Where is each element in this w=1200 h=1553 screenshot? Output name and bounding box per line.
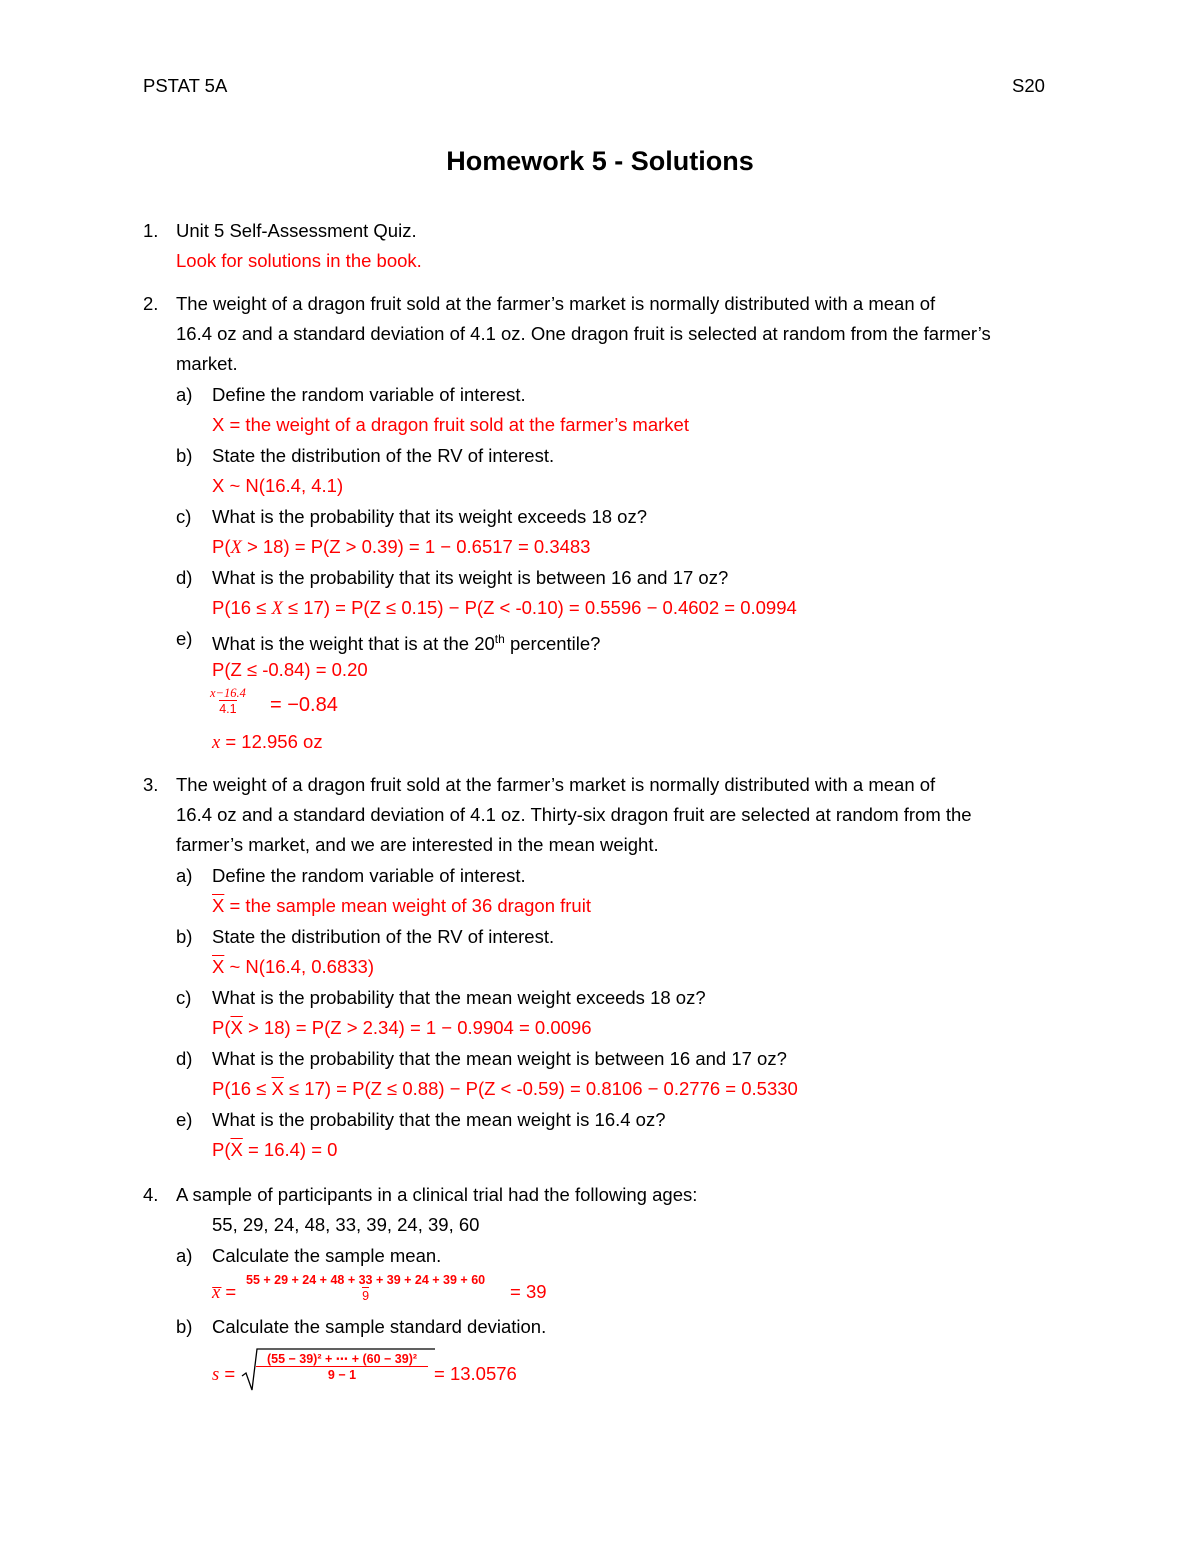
q3d-answer-post: ≤ 17) = P(Z ≤ 0.88) − P(Z < -0.59) = 0.8106 − 0.2776 = 0.5330 [283,1078,798,1099]
q4-ages: 55, 29, 24, 48, 33, 39, 24, 39, 60 [212,1214,480,1235]
header-term: S20 [1012,75,1045,96]
q2e-answer-3 [212,730,323,755]
q1-text: Unit 5 Self-Assessment Quiz. [176,220,417,241]
q4a-fraction-denominator: 9 [362,1289,370,1303]
q2e-question-sup: th [494,632,505,646]
q4b-fraction-numerator: (55 − 39)² + ⋯ + (60 − 39)² [266,1352,418,1366]
q4-text: A sample of participants in a clinical trial had the following ages: [176,1184,698,1205]
q4b-lhs [212,1362,235,1387]
q2c-answer [212,535,590,560]
q2e-answer-1: P(Z ≤ -0.84) = 0.20 [212,659,368,680]
q3d-label: d) [176,1048,193,1069]
q1-number: 1. [143,220,159,241]
q3e-question: What is the probability that the mean weight is 16.4 oz? [212,1109,666,1130]
q3e-label: e) [176,1109,193,1130]
q2a-answer: X = the weight of a dragon fruit sold at the farmer’s market [212,414,689,435]
q4b-lhs-equals: = [219,1363,236,1384]
q4a-lhs-equals: = [220,1281,237,1302]
q3a-label: a) [176,865,193,886]
q2e-fraction-rhs: = −0.84 [270,694,338,716]
q3a-question: Define the random variable of interest. [212,865,526,886]
q3a-answer [212,894,591,918]
q1-answer: Look for solutions in the book. [176,250,422,271]
q2c-answer-variable: X [230,538,242,558]
q3a-answer-xbar: $\overline{X}$ [212,895,225,916]
q3d-answer-xbar: $\overline{X}$ [271,1078,284,1099]
q3c-label: c) [176,987,192,1008]
q2d-answer-post: ≤ 17) = P(Z ≤ 0.15) − P(Z < -0.10) = 0.5596 − 0.4602 = 0.0994 [282,597,797,618]
q4a-label: a) [176,1245,193,1266]
q3c-question: What is the probability that the mean weight exceeds 18 oz? [212,987,706,1008]
q3b-answer [212,955,374,979]
q2d-answer-pre: P(16 ≤ [212,597,272,618]
q2d-answer-variable: X [271,599,283,619]
q2c-answer-post: > 18) = P(Z > 0.39) = 1 − 0.6517 = 0.3483 [241,536,591,557]
q2e-answer-3-variable: x [212,733,221,753]
q2c-label: c) [176,506,192,527]
q2e-fraction-denominator: 4.1 [219,702,237,716]
q2b-label: b) [176,445,193,466]
q3-line-3: farmer’s market, and we are interested in the mean weight. [176,834,659,855]
q4b-question: Calculate the sample standard deviation. [212,1316,547,1337]
q3b-question: State the distribution of the RV of interest. [212,926,555,947]
q2e-fraction [210,686,246,716]
q4a-lhs [212,1280,236,1305]
q3e-answer-xbar: $\overline{X}$ [230,1139,243,1160]
q4b-label: b) [176,1316,193,1337]
q4b-lhs-variable: s [212,1365,220,1385]
page-title: Homework 5 - Solutions [446,146,754,176]
q3c-answer [212,1016,592,1040]
q2c-question: What is the probability that its weight exceeds 18 oz? [212,506,647,527]
q3-line-2: 16.4 oz and a standard deviation of 4.1 oz. Thirty-six dragon fruit are selected at random from the [176,804,972,825]
q2c-answer-pre: P( [212,536,231,557]
q3e-answer [212,1138,337,1162]
q3d-question: What is the probability that the mean weight is between 16 and 17 oz? [212,1048,787,1069]
q2e-answer-3-rest: = 12.956 oz [220,731,323,752]
q4b-fraction-denominator: 9 − 1 [256,1366,428,1382]
q2d-label: d) [176,567,193,588]
q3d-answer-pre: P(16 ≤ [212,1078,272,1099]
q2-number: 2. [143,293,159,314]
q4a-fraction [246,1273,485,1303]
q2e-question-post: percentile? [504,633,601,655]
q3d-answer [212,1077,798,1101]
q3-line-1: The weight of a dragon fruit sold at the farmer’s market is normally distributed with a mean of [176,774,936,795]
q3c-answer-pre: P( [212,1017,231,1038]
q2-line-3: market. [176,353,238,374]
q3c-answer-post: > 18) = P(Z > 2.34) = 1 − 0.9904 = 0.0096 [242,1017,592,1038]
q4a-fraction-numerator: 55 + 29 + 24 + 48 + 33 + 39 + 24 + 39 + 60 [246,1273,486,1287]
q3b-answer-xbar: $\overline{X}$ [212,956,225,977]
q2b-question: State the distribution of the RV of interest. [212,445,555,466]
q2a-label: a) [176,384,193,405]
q3e-answer-pre: P( [212,1139,231,1160]
q4a-lhs-variable: x̅ [212,1283,221,1303]
q2e-question [212,627,600,656]
q3b-label: b) [176,926,193,947]
q4b-fraction [256,1352,428,1382]
q4a-question: Calculate the sample mean. [212,1245,442,1266]
q4a-result: = 39 [510,1281,547,1302]
q2e-question-pre: What is the weight that is at the 20 [212,633,495,655]
q4b-result: = 13.0576 [434,1363,517,1384]
q4-number: 4. [143,1184,159,1205]
q3e-answer-post: = 16.4) = 0 [242,1139,338,1160]
q2-line-2: 16.4 oz and a standard deviation of 4.1 oz. One dragon fruit is selected at random from the farmer’s [176,323,991,344]
q2d-question: What is the probability that its weight is between 16 and 17 oz? [212,567,729,588]
q3a-answer-post: = the sample mean weight of 36 dragon fruit [224,895,591,916]
q2e-label: e) [176,628,193,649]
q2a-question: Define the random variable of interest. [212,384,526,405]
q3-number: 3. [143,774,159,795]
q2d-answer [212,596,797,621]
header-course: PSTAT 5A [143,75,228,96]
q2b-answer: X ~ N(16.4, 4.1) [212,475,344,496]
q3c-answer-xbar: $\overline{X}$ [230,1017,243,1038]
q2-line-1: The weight of a dragon fruit sold at the farmer’s market is normally distributed with a mean of [176,293,936,314]
q3b-answer-post: ~ N(16.4, 0.6833) [224,956,374,977]
q2e-fraction-numerator: x−16.4 [210,686,246,700]
